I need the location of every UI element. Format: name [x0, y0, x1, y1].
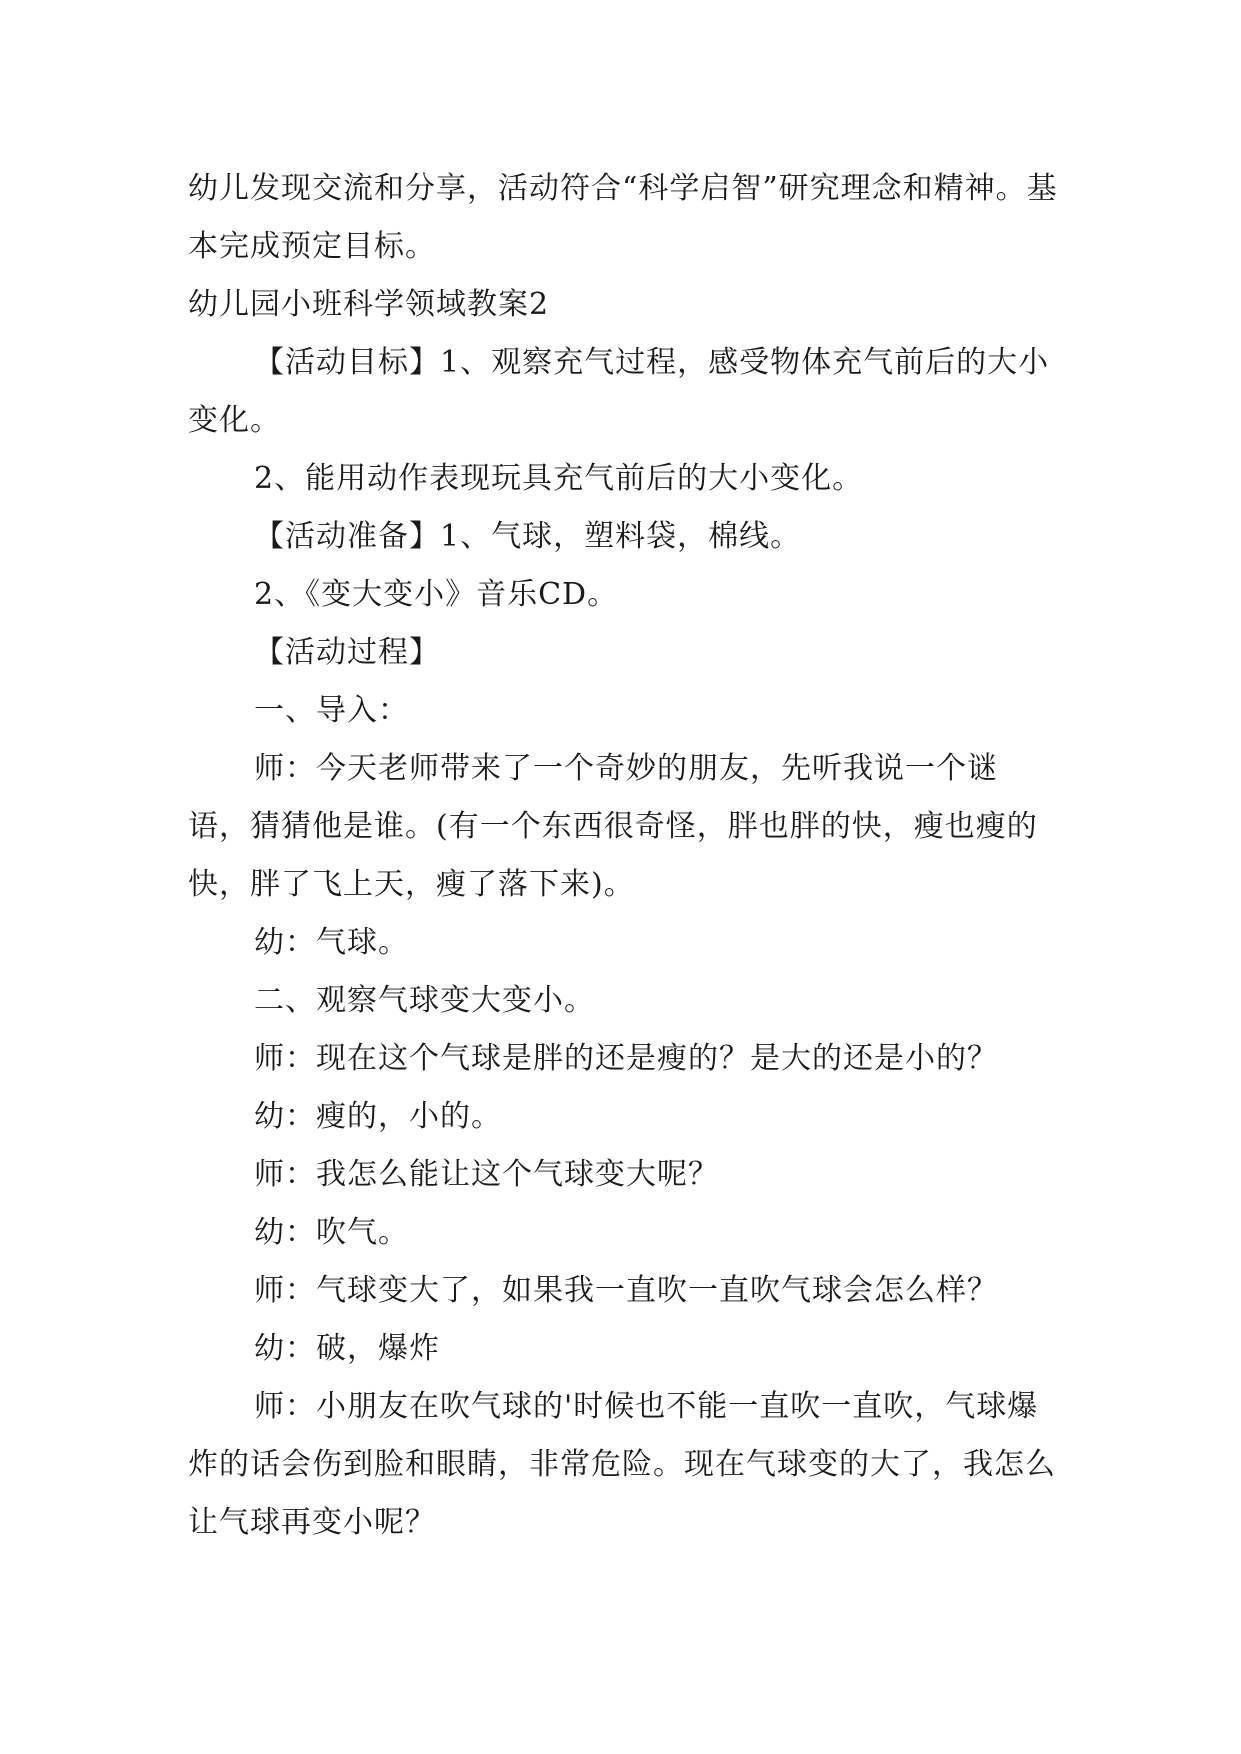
paragraph-step-1: 一、导入：: [254, 693, 409, 728]
paragraph-child-answer-1: 幼：气球。: [254, 925, 409, 960]
paragraph-child-answer-3: 幼：吹气。: [254, 1215, 409, 1250]
paragraph-intro-ending: 幼儿发现交流和分享，活动符合“科学启智”研究理念和精神。基本完成预定目标。: [188, 171, 1058, 264]
paragraph-step-2: 二、观察气球变大变小。: [254, 983, 595, 1018]
paragraph-teacher-question-1: 师：现在这个气球是胖的还是瘦的？是大的还是小的？: [254, 1041, 998, 1076]
paragraph-goal-2: 2、能用动作表现玩具充气前后的大小变化。: [254, 461, 864, 496]
paragraph-teacher-explanation: 师：小朋友在吹气球的'时候也不能一直吹一直吹，气球爆炸的话会伤到脸和眼睛，非常危险。现在气球变的大了，我怎么让气球再变小呢？: [188, 1389, 1056, 1540]
paragraph-teacher-question-3: 师：气球变大了，如果我一直吹一直吹气球会怎么样？: [254, 1273, 998, 1308]
paragraph-process-heading: 【活动过程】: [254, 635, 440, 670]
section-title: 幼儿园小班科学领域教案2: [188, 287, 550, 322]
paragraph-child-answer-2: 幼：瘦的，小的。: [254, 1099, 502, 1134]
paragraph-goals: 【活动目标】1、观察充气过程，感受物体充气前后的大小变化。: [188, 345, 1050, 438]
paragraph-teacher-riddle: 师：今天老师带来了一个奇妙的朋友，先听我说一个谜语，猜猜他是谁。(有一个东西很奇怪，胖也胖的快，瘦也瘦的快，胖了飞上天，瘦了落下来)。: [188, 751, 1038, 902]
paragraph-child-answer-4: 幼：破，爆炸: [254, 1331, 440, 1366]
paragraph-preparation: 【活动准备】1、气球，塑料袋，棉线。: [254, 519, 802, 554]
document-body: [188, 160, 1058, 1552]
paragraph-teacher-question-2: 师：我怎么能让这个气球变大呢？: [254, 1157, 719, 1192]
paragraph-preparation-2: 2、《变大变小》音乐CD。: [254, 577, 619, 612]
